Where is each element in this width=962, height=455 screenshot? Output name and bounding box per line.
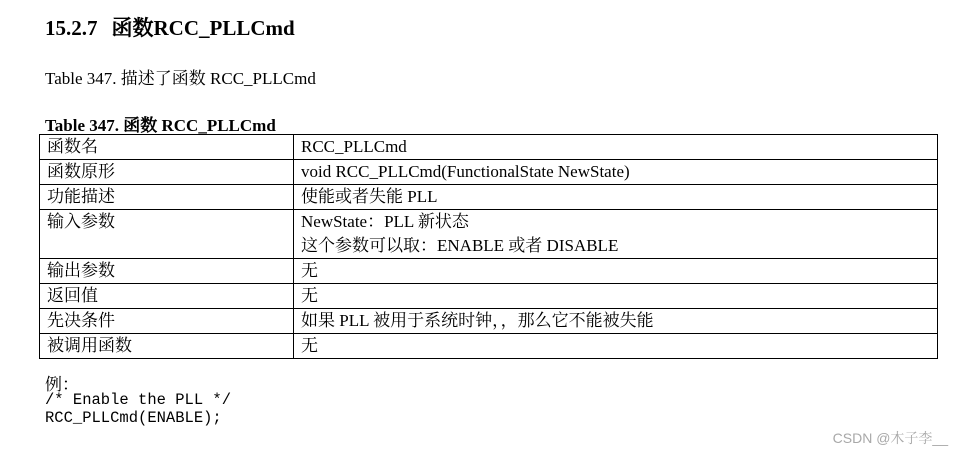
code-line: RCC_PLLCmd(ENABLE); <box>45 409 222 427</box>
function-spec-table <box>39 134 938 359</box>
table-row <box>40 309 938 334</box>
row-value-line: 无 <box>301 336 318 355</box>
code-block <box>45 391 231 427</box>
table-row <box>40 210 938 259</box>
row-label-cell: 输出参数 <box>40 259 294 284</box>
row-value-cell <box>294 210 938 259</box>
row-value-cell <box>294 309 938 334</box>
row-value-line: 无 <box>301 261 318 280</box>
table-row <box>40 185 938 210</box>
section-title: 函数RCC_PLLCmd <box>111 16 295 40</box>
row-value-line: NewState：PLL 新状态 <box>301 212 469 231</box>
row-label-cell: 返回值 <box>40 284 294 309</box>
row-value-cell <box>294 160 938 185</box>
row-value-cell <box>294 259 938 284</box>
table-row <box>40 160 938 185</box>
row-label-cell: 先决条件 <box>40 309 294 334</box>
table-row <box>40 284 938 309</box>
row-value-line: 这个参数可以取：ENABLE 或者 DISABLE <box>301 236 619 255</box>
row-label-cell: 功能描述 <box>40 185 294 210</box>
row-value-cell <box>294 284 938 309</box>
code-line: /* Enable the PLL */ <box>45 391 232 409</box>
row-value-cell <box>294 135 938 160</box>
row-value-line: 如果 PLL 被用于系统时钟，，那么它不能被失能 <box>301 311 654 330</box>
example-label: 例： <box>45 375 79 394</box>
row-value-line: 使能或者失能 PLL <box>301 187 438 206</box>
row-value-line: 无 <box>301 286 318 305</box>
row-value-line: RCC_PLLCmd <box>301 137 407 156</box>
watermark: CSDN @木子李__ <box>832 430 948 446</box>
table-row <box>40 135 938 160</box>
row-label-cell: 函数原形 <box>40 160 294 185</box>
row-value-line: void RCC_PLLCmd(FunctionalState NewState) <box>301 162 630 181</box>
row-value-cell <box>294 185 938 210</box>
table-caption: Table 347. 函数 RCC_PLLCmd <box>45 116 276 135</box>
section-number: 15.2.7 <box>45 16 98 40</box>
intro-text: Table 347. 描述了函数 RCC_PLLCmd <box>45 69 316 88</box>
section-heading <box>45 12 295 42</box>
row-label-cell: 函数名 <box>40 135 294 160</box>
row-label-cell: 输入参数 <box>40 210 294 259</box>
table-row <box>40 334 938 359</box>
row-label-cell: 被调用函数 <box>40 334 294 359</box>
table-row <box>40 259 938 284</box>
row-value-cell <box>294 334 938 359</box>
